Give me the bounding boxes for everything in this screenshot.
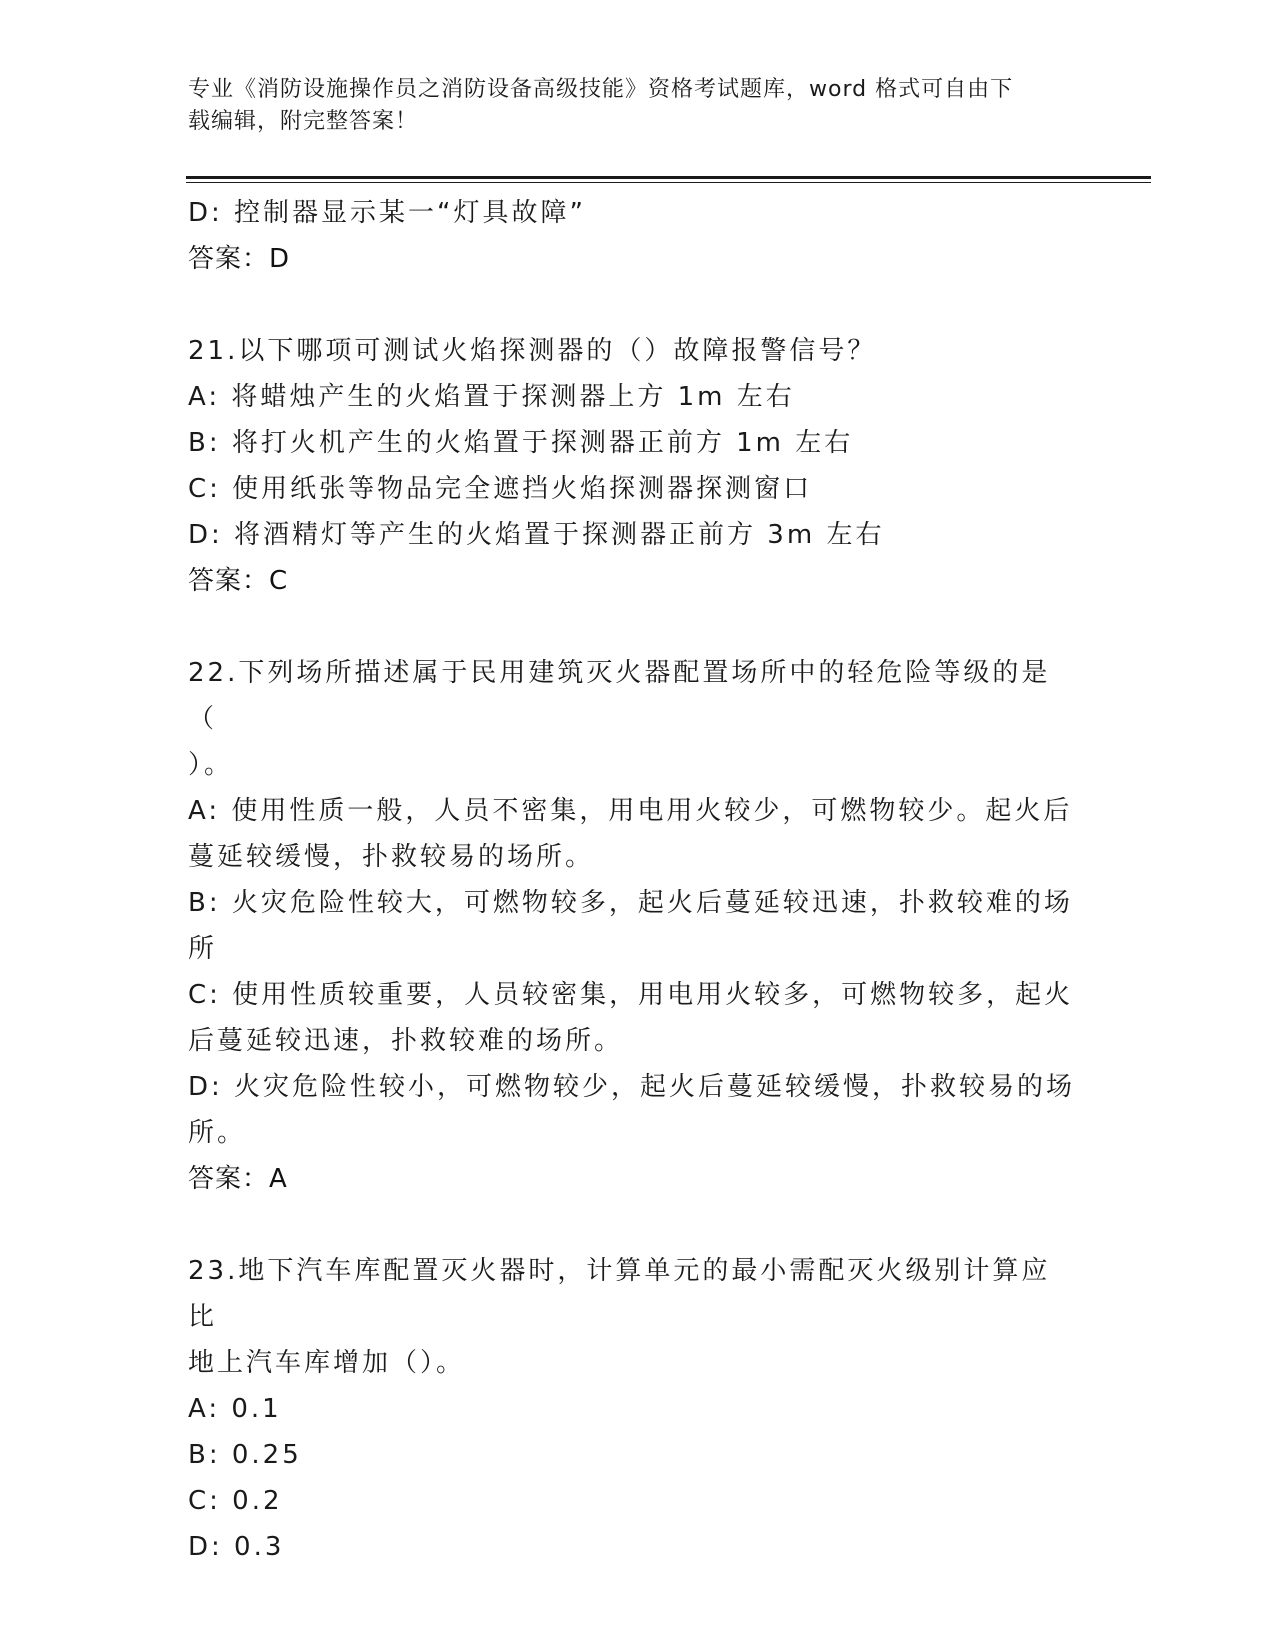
header-line-2: 载编辑，附完整答案！ <box>188 109 419 134</box>
option-c: C: 0.2 <box>188 1486 283 1516</box>
question-stem-continued: ）。 <box>188 750 234 780</box>
answer-line: 答案：D <box>188 244 291 274</box>
header-line-1: 专业《消防设施操作员之消防设备高级技能》资格考试题库，word 格式可自由下 <box>188 77 1014 102</box>
option-d-continued: 所。 <box>188 1118 247 1148</box>
header-rule-thin <box>186 182 1151 183</box>
option-c-continued: 后蔓延较迅速，扑救较难的场所。 <box>188 1026 624 1056</box>
option-c: C: 使用性质较重要，人员较密集，用电用火较多，可燃物较多，起火 <box>188 980 1074 1010</box>
option-b: B: 将打火机产生的火焰置于探测器正前方 1m 左右 <box>188 428 854 458</box>
spacer <box>188 282 1078 328</box>
question-23 <box>188 1248 1078 1570</box>
option-c: C: 使用纸张等物品完全遮挡火焰探测器探测窗口 <box>188 474 813 504</box>
question-stem: 22.下列场所描述属于民用建筑灭火器配置场所中的轻危险等级的是（ <box>188 658 1051 734</box>
question-stem: 23.地下汽车库配置灭火器时，计算单元的最小需配灭火级别计算应比 <box>188 1256 1051 1332</box>
option-b-continued: 所 <box>188 934 218 964</box>
option-d: D: 将酒精灯等产生的火焰置于探测器正前方 3m 左右 <box>188 520 885 550</box>
option-b: B: 火灾危险性较大，可燃物较多，起火后蔓延较迅速，扑救较难的场 <box>188 888 1073 918</box>
question-21 <box>188 328 1078 604</box>
spacer <box>188 1202 1078 1248</box>
document-header <box>188 74 1088 138</box>
spacer <box>188 604 1078 650</box>
answer-line: 答案：C <box>188 566 289 596</box>
option-b: B: 0.25 <box>188 1440 302 1470</box>
option-a: A: 使用性质一般，人员不密集，用电用火较少，可燃物较少。起火后 <box>188 796 1073 826</box>
option-d: D: 火灾危险性较小，可燃物较少，起火后蔓延较缓慢，扑救较易的场 <box>188 1072 1076 1102</box>
option-d: D: 0.3 <box>188 1532 285 1562</box>
option-a: A: 0.1 <box>188 1394 282 1424</box>
answer-line: 答案：A <box>188 1164 288 1194</box>
question-stem-continued: 地上汽车库增加（）。 <box>188 1348 466 1378</box>
option-a: A: 将蜡烛产生的火焰置于探测器上方 1m 左右 <box>188 382 795 412</box>
header-rule-thick <box>186 176 1151 179</box>
option-d: D: 控制器显示某一“灯具故障” <box>188 198 586 228</box>
question-22 <box>188 650 1078 1202</box>
option-a-continued: 蔓延较缓慢，扑救较易的场所。 <box>188 842 595 872</box>
question-content <box>188 190 1078 1570</box>
question-stem: 21.以下哪项可测试火焰探测器的（）故障报警信号？ <box>188 336 877 366</box>
